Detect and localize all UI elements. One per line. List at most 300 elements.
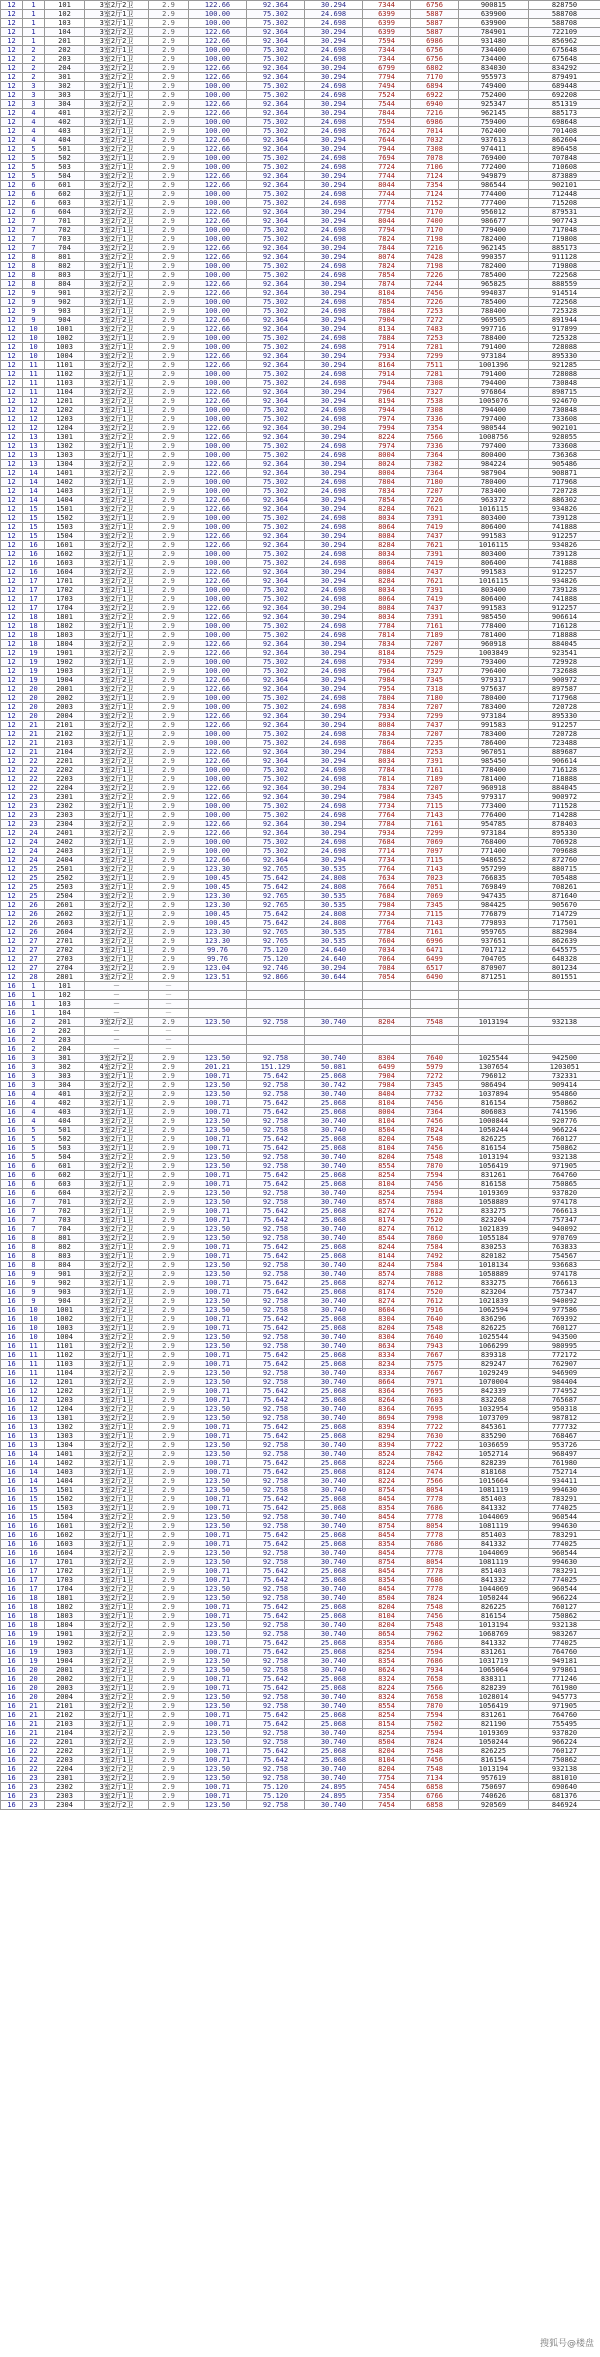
table-cell: 3室2厅1卫 [85, 451, 149, 460]
table-cell: 6 [23, 181, 45, 190]
table-cell: 971905 [529, 1162, 600, 1171]
table-cell: 720728 [529, 730, 600, 739]
table-cell: 16 [1, 1567, 23, 1576]
table-cell: 123.30 [189, 892, 247, 901]
table-cell: 994630 [529, 1522, 600, 1531]
table-cell: 783400 [459, 487, 529, 496]
table-cell: 3室2厅1卫 [85, 1279, 149, 1288]
table-cell: 201.21 [189, 1063, 247, 1072]
table-cell: 7391 [411, 514, 459, 523]
table-cell: 1 [23, 19, 45, 28]
table-cell: 24.698 [305, 10, 363, 19]
table-cell: 948652 [459, 856, 529, 865]
table-cell: 16 [1, 1225, 23, 1234]
table-cell: 25 [23, 883, 45, 892]
table-cell: 2.9 [149, 100, 189, 109]
table-cell: 966224 [529, 1594, 600, 1603]
table-cell: 30.294 [305, 1, 363, 10]
table-row [1, 523, 600, 532]
table-cell: 16 [1, 1747, 23, 1756]
table-cell: 7658 [411, 1675, 459, 1684]
table-cell: 122.66 [189, 793, 247, 802]
table-cell: 18 [23, 1603, 45, 1612]
table-cell: 959765 [459, 928, 529, 937]
table-cell: 3室2厅2卫 [85, 37, 149, 46]
table-cell: 1050244 [459, 1126, 529, 1135]
table-cell: － [85, 1027, 149, 1036]
table-cell: 75.302 [247, 487, 305, 496]
table-cell: 782400 [459, 235, 529, 244]
table-cell: 3 [23, 100, 45, 109]
table-cell: 1204 [45, 1405, 85, 1414]
table-cell: 3室2厅1卫 [85, 919, 149, 928]
table-cell: 785400 [459, 298, 529, 307]
table-cell: 2.9 [149, 1072, 189, 1081]
table-cell: 7336 [411, 415, 459, 424]
table-cell: 100.00 [189, 46, 247, 55]
table-cell: 2 [23, 73, 45, 82]
table-cell: 16 [1, 1279, 23, 1288]
table-cell: 8454 [363, 1567, 411, 1576]
table-cell: 100.00 [189, 487, 247, 496]
table-cell: 7732 [411, 1090, 459, 1099]
table-cell: 755495 [529, 1720, 600, 1729]
table-cell: 2.9 [149, 1648, 189, 1657]
table-cell: 13 [23, 1432, 45, 1441]
table-cell: 782400 [459, 262, 529, 271]
table-row [1, 1234, 600, 1243]
table-cell: 3室2厅2卫 [85, 1558, 149, 1567]
table-cell: 3室2厅2卫 [85, 1090, 149, 1099]
table-cell: 2.9 [149, 1153, 189, 1162]
table-row [1, 838, 600, 847]
table-cell: 75.302 [247, 847, 305, 856]
table-cell: 914514 [529, 289, 600, 298]
table-cell: 7548 [411, 1153, 459, 1162]
table-cell: 7170 [411, 208, 459, 217]
table-cell: 851403 [459, 1531, 529, 1540]
table-cell: 1058889 [459, 1270, 529, 1279]
table-cell: 100.00 [189, 739, 247, 748]
table-cell: 7664 [363, 883, 411, 892]
table-cell: 30.740 [305, 1198, 363, 1207]
table-cell: 934411 [529, 1477, 600, 1486]
table-cell: 13 [23, 433, 45, 442]
table-cell: 701712 [459, 946, 529, 955]
table-cell: 92.364 [247, 856, 305, 865]
table-cell: 777732 [529, 1423, 600, 1432]
table-cell: 1015664 [459, 1477, 529, 1486]
table-cell: 30.294 [305, 460, 363, 469]
table-cell: 888559 [529, 280, 600, 289]
table-cell: 3室2厅1卫 [85, 1792, 149, 1801]
table-cell: 3室2厅2卫 [85, 1153, 149, 1162]
table-cell: 3室2厅2卫 [85, 1765, 149, 1774]
table-cell: 3室2厅1卫 [85, 1387, 149, 1396]
table-row [1, 487, 600, 496]
table-cell: 75.642 [247, 1504, 305, 1513]
table-cell: 30.294 [305, 316, 363, 325]
table-cell: 2.9 [149, 1801, 189, 1810]
table-cell: 772172 [529, 1351, 600, 1360]
table-cell: 30.740 [305, 1297, 363, 1306]
table-cell: 122.66 [189, 568, 247, 577]
table-cell: 7253 [411, 748, 459, 757]
table-cell [363, 991, 411, 1000]
table-cell: 7998 [411, 1414, 459, 1423]
table-row [1, 712, 600, 721]
table-row [1, 748, 600, 757]
table-cell: 122.66 [189, 217, 247, 226]
table-cell: 8274 [363, 1297, 411, 1306]
table-cell: 24.698 [305, 739, 363, 748]
table-cell: 1044069 [459, 1585, 529, 1594]
table-cell: 732688 [529, 667, 600, 676]
table-cell: 7344 [363, 55, 411, 64]
table-cell: 12 [1, 811, 23, 820]
table-cell: 7345 [411, 1081, 459, 1090]
table-cell: 7344 [363, 1, 411, 10]
table-cell: 1301 [45, 1414, 85, 1423]
table-row [1, 1495, 600, 1504]
table-cell: 780400 [459, 694, 529, 703]
table-cell: 3室2厅1卫 [85, 838, 149, 847]
table-cell: 3 [23, 1063, 45, 1072]
table-cell: 2.9 [149, 784, 189, 793]
table-cell: 3室2厅2卫 [85, 325, 149, 334]
table-cell: 7804 [363, 478, 411, 487]
table-cell: 7962 [411, 1630, 459, 1639]
table-cell: 3室2厅2卫 [85, 1621, 149, 1630]
table-cell: 7944 [363, 379, 411, 388]
table-cell: 16 [1, 1171, 23, 1180]
table-cell: 16 [1, 1513, 23, 1522]
table-row [1, 892, 600, 901]
table-cell: 4 [23, 127, 45, 136]
table-cell: 8054 [411, 1522, 459, 1531]
table-cell: 30.294 [305, 136, 363, 145]
table-cell: 7914 [363, 370, 411, 379]
table-cell: 75.642 [247, 1108, 305, 1117]
table-cell: 30.294 [305, 685, 363, 694]
table-cell: 12 [1, 73, 23, 82]
table-cell: 7161 [411, 622, 459, 631]
table-cell: 75.642 [247, 1540, 305, 1549]
table-row [1, 1225, 600, 1234]
table-cell: 12 [1, 28, 23, 37]
table-cell: 25.068 [305, 1495, 363, 1504]
table-cell: 7189 [411, 775, 459, 784]
table-cell: 92.364 [247, 352, 305, 361]
table-cell: 75.642 [247, 1180, 305, 1189]
table-cell: 10 [23, 325, 45, 334]
table-cell: 100.00 [189, 118, 247, 127]
table-cell: 1004 [45, 352, 85, 361]
table-cell: 100.71 [189, 1243, 247, 1252]
table-row [1, 28, 600, 37]
table-cell: 75.642 [247, 1612, 305, 1621]
table-cell: 7954 [363, 685, 411, 694]
table-cell: 752714 [529, 1468, 600, 1477]
table-cell: 12 [1, 973, 23, 982]
table-cell: 6517 [411, 964, 459, 973]
table-cell: 2.9 [149, 1162, 189, 1171]
table-cell: 2.9 [149, 595, 189, 604]
table-cell: 2.9 [149, 181, 189, 190]
table-cell: 8134 [363, 325, 411, 334]
table-cell: 7456 [411, 1117, 459, 1126]
table-cell: 2002 [45, 1675, 85, 1684]
table-cell: 30.294 [305, 748, 363, 757]
table-cell: 8 [23, 271, 45, 280]
table-cell: 6 [23, 1171, 45, 1180]
table-cell: 92.758 [247, 1081, 305, 1090]
table-cell: 2.9 [149, 64, 189, 73]
table-cell: 7054 [363, 973, 411, 982]
table-cell: 24.895 [305, 1783, 363, 1792]
table-cell: 7474 [411, 1468, 459, 1477]
table-cell: 12 [1, 280, 23, 289]
table-cell: 8354 [363, 1540, 411, 1549]
table-cell: 8334 [363, 1351, 411, 1360]
table-cell: 30.740 [305, 1549, 363, 1558]
table-cell: 7566 [411, 433, 459, 442]
table-cell: 2.9 [149, 415, 189, 424]
table-cell: 7814 [363, 775, 411, 784]
table-cell: 719808 [529, 235, 600, 244]
table-cell: 75.302 [247, 442, 305, 451]
table-cell: 777400 [459, 199, 529, 208]
table-row [1, 1261, 600, 1270]
table-cell: 3室2厅1卫 [85, 550, 149, 559]
table-cell: 100.71 [189, 1648, 247, 1657]
table-cell: 7511 [411, 361, 459, 370]
table-cell: 16 [1, 1540, 23, 1549]
table-cell: 12 [1, 55, 23, 64]
table-cell: 800400 [459, 451, 529, 460]
table-cell: 7764 [363, 811, 411, 820]
table-row [1, 820, 600, 829]
table-row [1, 1603, 600, 1612]
table-row [1, 388, 600, 397]
table-cell: 2.9 [149, 946, 189, 955]
table-cell: 104 [45, 1009, 85, 1018]
table-cell: 3室2厅1卫 [85, 1072, 149, 1081]
table-cell: 24.698 [305, 559, 363, 568]
table-cell: 25.068 [305, 1720, 363, 1729]
table-cell: 1304 [45, 460, 85, 469]
table-cell: 955973 [459, 73, 529, 82]
table-cell: 12 [1, 370, 23, 379]
table-cell: 953726 [529, 1441, 600, 1450]
table-cell: 701408 [529, 127, 600, 136]
table-cell: 8024 [363, 460, 411, 469]
table-cell: 8364 [363, 1387, 411, 1396]
table-cell: 937651 [459, 937, 529, 946]
table-cell: 603 [45, 1180, 85, 1189]
table-cell: 2.9 [149, 262, 189, 271]
table-cell: 1303 [45, 451, 85, 460]
table-cell: 92.758 [247, 1801, 305, 1810]
table-cell: 8224 [363, 1459, 411, 1468]
table-cell: 7161 [411, 820, 459, 829]
table-cell: 8004 [363, 451, 411, 460]
table-cell: 7734 [363, 910, 411, 919]
table-cell: 974178 [529, 1198, 600, 1207]
table-cell: 75.302 [247, 262, 305, 271]
table-cell: 8004 [363, 469, 411, 478]
table-cell: 6 [23, 208, 45, 217]
table-cell: 826225 [459, 1603, 529, 1612]
table-cell: － [149, 1027, 189, 1036]
table-row [1, 1774, 600, 1783]
table-cell: 25.068 [305, 1288, 363, 1297]
table-cell: 8084 [363, 568, 411, 577]
table-cell: 3室2厅2卫 [85, 244, 149, 253]
table-cell: 3室2厅1卫 [85, 658, 149, 667]
table-cell: 3室2厅2卫 [85, 460, 149, 469]
table-cell: 762400 [459, 127, 529, 136]
table-cell: 25.068 [305, 1567, 363, 1576]
table-cell: 3室2厅2卫 [85, 316, 149, 325]
table-cell: 92.364 [247, 172, 305, 181]
table-cell: 122.66 [189, 820, 247, 829]
table-row [1, 91, 600, 100]
table-cell: 2.9 [149, 1603, 189, 1612]
table-cell: 1307654 [459, 1063, 529, 1072]
table-cell: 12 [1, 343, 23, 352]
table-row [1, 928, 600, 937]
table-cell: 14 [23, 469, 45, 478]
table-cell: 30.294 [305, 208, 363, 217]
table-cell: 11 [23, 361, 45, 370]
table-cell: 24.698 [305, 523, 363, 532]
table-row [1, 802, 600, 811]
table-cell: 30.294 [305, 109, 363, 118]
table-cell: 92.758 [247, 1054, 305, 1063]
table-cell: 750862 [529, 1099, 600, 1108]
table-cell: 7722 [411, 1423, 459, 1432]
table-cell: 8574 [363, 1198, 411, 1207]
table-cell: 818168 [459, 1468, 529, 1477]
table-cell [459, 1000, 529, 1009]
table-cell: 6499 [411, 955, 459, 964]
table-cell: 12 [1, 361, 23, 370]
table-cell: 7152 [411, 199, 459, 208]
table-cell: 75.302 [247, 19, 305, 28]
table-cell: 25.068 [305, 1216, 363, 1225]
table-cell: 92.364 [247, 685, 305, 694]
table-cell: 1018134 [459, 1261, 529, 1270]
table-cell: 3室2厅1卫 [85, 1783, 149, 1792]
table-cell: 16 [1, 1657, 23, 1666]
table-cell: 2.9 [149, 496, 189, 505]
table-cell: 23 [23, 793, 45, 802]
table-cell: 826225 [459, 1747, 529, 1756]
table-cell: 123.50 [189, 1090, 247, 1099]
table-cell: 8034 [363, 586, 411, 595]
table-cell: － [149, 982, 189, 991]
table-cell [363, 1009, 411, 1018]
table-row [1, 1018, 600, 1027]
table-cell: 9 [23, 1288, 45, 1297]
table-cell: 92.364 [247, 388, 305, 397]
table-cell: 725328 [529, 307, 600, 316]
table-cell: 123.50 [189, 1234, 247, 1243]
table-cell: 960544 [529, 1513, 600, 1522]
table-cell: 937613 [459, 136, 529, 145]
table-cell: － [149, 1000, 189, 1009]
table-cell: 639900 [459, 10, 529, 19]
table-cell: 979317 [459, 676, 529, 685]
table-cell: 123.50 [189, 1585, 247, 1594]
table-cell: 75.642 [247, 1243, 305, 1252]
table-cell: 7456 [411, 1180, 459, 1189]
table-cell: 8304 [363, 1333, 411, 1342]
table-cell: 24.698 [305, 262, 363, 271]
table-cell: 30.294 [305, 145, 363, 154]
table-cell: 27 [23, 955, 45, 964]
table-cell: 17 [23, 577, 45, 586]
table-cell: 92.758 [247, 1594, 305, 1603]
table-cell: 3室2厅2卫 [85, 28, 149, 37]
table-cell: 3室2厅2卫 [85, 1801, 149, 1810]
table-cell: 12 [1, 892, 23, 901]
table-cell: 7207 [411, 487, 459, 496]
table-cell: 2204 [45, 1765, 85, 1774]
table-cell: 1202 [45, 406, 85, 415]
table-cell: 30.740 [305, 1657, 363, 1666]
table-cell: 3室2厅1卫 [85, 703, 149, 712]
table-cell: 2503 [45, 883, 85, 892]
table-cell: 3室2厅2卫 [85, 1441, 149, 1450]
table-cell: 19 [23, 667, 45, 676]
table-cell: 100.71 [189, 1639, 247, 1648]
table-cell: 968497 [529, 1450, 600, 1459]
table-cell: 7870 [411, 1702, 459, 1711]
table-cell: 8244 [363, 1243, 411, 1252]
table-cell: 75.642 [247, 1423, 305, 1432]
table-cell: 3室2厅2卫 [85, 64, 149, 73]
table-cell: 100.00 [189, 775, 247, 784]
table-cell: 3室2厅1卫 [85, 1216, 149, 1225]
table-cell: 7216 [411, 109, 459, 118]
table-cell: 833275 [459, 1279, 529, 1288]
table-cell: 8254 [363, 1648, 411, 1657]
table-row [1, 730, 600, 739]
table-cell: 1301 [45, 433, 85, 442]
table-cell: 788400 [459, 334, 529, 343]
table-cell: 3室2厅1卫 [85, 955, 149, 964]
table-cell: 3室2厅2卫 [85, 1117, 149, 1126]
table-row [1, 1585, 600, 1594]
table-cell: 8234 [363, 1360, 411, 1369]
table-cell: 25.068 [305, 1360, 363, 1369]
table-cell: 1104 [45, 388, 85, 397]
table-cell: 2.9 [149, 1558, 189, 1567]
table-cell: 7161 [411, 928, 459, 937]
table-cell: 2.9 [149, 244, 189, 253]
table-cell: 24.698 [305, 838, 363, 847]
table-cell: 689448 [529, 82, 600, 91]
table-cell [459, 1045, 529, 1054]
table-cell: 2001 [45, 685, 85, 694]
table-cell: 16 [1, 1423, 23, 1432]
table-cell: 762907 [529, 1360, 600, 1369]
table-row [1, 874, 600, 883]
table-cell: 7734 [363, 856, 411, 865]
table-cell: 24.698 [305, 154, 363, 163]
